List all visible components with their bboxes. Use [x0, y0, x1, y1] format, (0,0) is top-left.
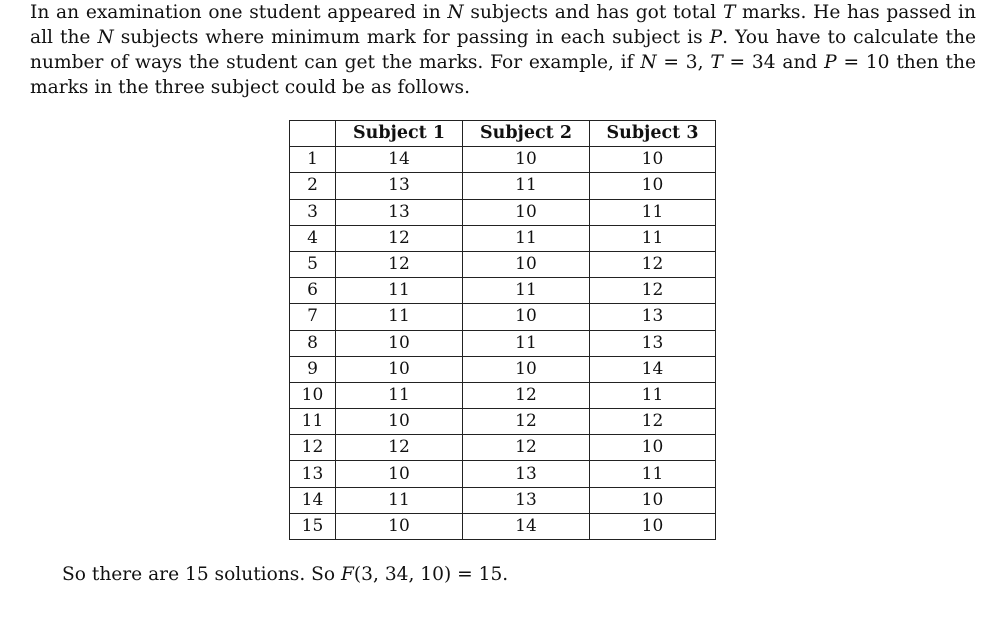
header-subject-1: Subject 1	[336, 121, 463, 147]
table-row	[290, 199, 716, 225]
mark-cell: 11	[463, 173, 590, 199]
mark-cell: 10	[590, 147, 716, 173]
mark-cell: 11	[463, 225, 590, 251]
mark-cell: 12	[336, 435, 463, 461]
mark-cell: 11	[590, 225, 716, 251]
mark-cell: 12	[336, 225, 463, 251]
var-n: N	[640, 52, 657, 73]
table-row	[290, 251, 716, 277]
row-index-cell: 5	[290, 251, 336, 277]
mark-cell: 13	[590, 304, 716, 330]
table-row	[290, 147, 716, 173]
var-f: F	[341, 564, 354, 585]
marks-table	[289, 120, 716, 540]
table-header-row	[290, 121, 716, 147]
mark-cell: 10	[463, 251, 590, 277]
header-index	[290, 121, 336, 147]
mark-cell: 10	[590, 487, 716, 513]
mark-cell: 13	[463, 461, 590, 487]
row-index-cell: 7	[290, 304, 336, 330]
table-row	[290, 409, 716, 435]
var-p: P	[824, 52, 837, 73]
mark-cell: 10	[336, 513, 463, 539]
row-index-cell: 13	[290, 461, 336, 487]
row-index-cell: 14	[290, 487, 336, 513]
row-index-cell: 1	[290, 147, 336, 173]
var-n: N	[447, 2, 464, 23]
row-index-cell: 10	[290, 382, 336, 408]
mark-cell: 10	[590, 435, 716, 461]
row-index-cell: 4	[290, 225, 336, 251]
row-index-cell: 8	[290, 330, 336, 356]
mark-cell: 11	[590, 199, 716, 225]
table-row	[290, 173, 716, 199]
mark-cell: 14	[590, 356, 716, 382]
mark-cell: 11	[336, 304, 463, 330]
row-index-cell: 15	[290, 513, 336, 539]
mark-cell: 10	[590, 173, 716, 199]
mark-cell: 13	[463, 487, 590, 513]
row-index-cell: 6	[290, 278, 336, 304]
table-row	[290, 435, 716, 461]
mark-cell: 10	[336, 409, 463, 435]
var-t: T	[722, 2, 736, 23]
header-subject-2: Subject 2	[463, 121, 590, 147]
mark-cell: 11	[336, 278, 463, 304]
var-n: N	[97, 27, 114, 48]
mark-cell: 10	[463, 304, 590, 330]
mark-cell: 10	[336, 461, 463, 487]
problem-statement: In an examination one student appeared in N subjects and has got total T marks. He has passed in all the N subjects where minimum mark for passing in each subject is P. You have to calculate the number of ways the student can get the marks. For example, if N = 3, T = 34 and P = 10 then the marks in the three subject could be as follows.	[30, 2, 976, 98]
var-t: T	[710, 52, 723, 73]
mark-cell: 10	[463, 199, 590, 225]
table-row	[290, 461, 716, 487]
mark-cell: 10	[336, 330, 463, 356]
table-row	[290, 330, 716, 356]
table-row	[290, 513, 716, 539]
row-index-cell: 2	[290, 173, 336, 199]
mark-cell: 13	[336, 173, 463, 199]
mark-cell: 11	[336, 382, 463, 408]
table-row	[290, 382, 716, 408]
var-p: P	[709, 27, 723, 48]
mark-cell: 11	[590, 382, 716, 408]
table-row	[290, 304, 716, 330]
mark-cell: 12	[590, 278, 716, 304]
table-row	[290, 356, 716, 382]
table-row	[290, 225, 716, 251]
mark-cell: 11	[463, 330, 590, 356]
mark-cell: 10	[590, 513, 716, 539]
mark-cell: 12	[463, 435, 590, 461]
mark-cell: 12	[590, 251, 716, 277]
mark-cell: 11	[336, 487, 463, 513]
conclusion: So there are 15 solutions. So F(3, 34, 10) = 15.	[62, 564, 509, 585]
mark-cell: 12	[336, 251, 463, 277]
row-index-cell: 12	[290, 435, 336, 461]
mark-cell: 12	[590, 409, 716, 435]
row-index-cell: 11	[290, 409, 336, 435]
mark-cell: 13	[590, 330, 716, 356]
mark-cell: 12	[463, 382, 590, 408]
table-body	[290, 147, 716, 540]
mark-cell: 14	[463, 513, 590, 539]
table-row	[290, 487, 716, 513]
mark-cell: 11	[463, 278, 590, 304]
row-index-cell: 3	[290, 199, 336, 225]
mark-cell: 11	[590, 461, 716, 487]
header-subject-3: Subject 3	[590, 121, 716, 147]
mark-cell: 13	[336, 199, 463, 225]
mark-cell: 10	[336, 356, 463, 382]
table-row	[290, 278, 716, 304]
row-index-cell: 9	[290, 356, 336, 382]
mark-cell: 14	[336, 147, 463, 173]
mark-cell: 12	[463, 409, 590, 435]
mark-cell: 10	[463, 147, 590, 173]
mark-cell: 10	[463, 356, 590, 382]
